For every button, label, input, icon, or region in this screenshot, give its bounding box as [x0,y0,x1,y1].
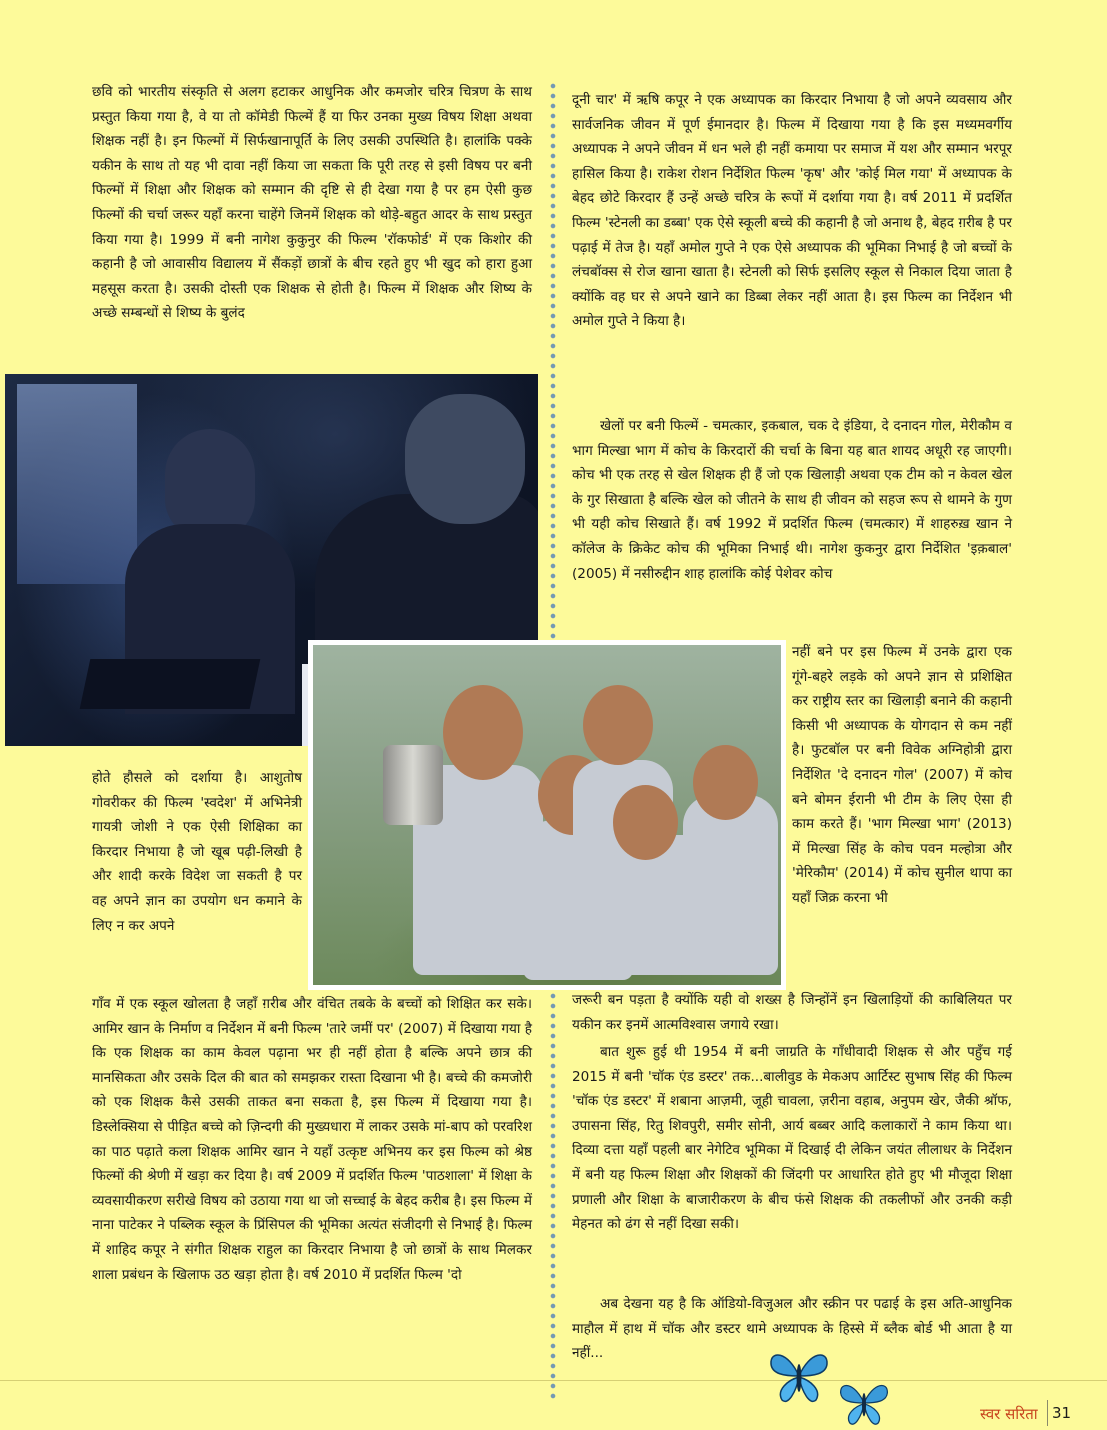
right-paragraph-6: अब देखना यह है कि ऑडियो-विजुअल और स्क्रीन पर पढाई के इस अति-आधुनिक माहौल में हाथ में चॉक और डस्टर थामे अध्यापक के हिस्से में ब्लैक बोर्ड भी आता है या नहीं... [572,1296,1012,1362]
film-still-kids-image [308,640,786,990]
right-paragraph-5: बात शुरू हुई थी 1954 में बनी जाग्रति के गाँधीवादी शिक्षक से और पहुँच गई 2015 में बनी 'चॉक एंड डस्टर' तक...बालीवुड के मेकअप आर्टिस्ट सुभाष सिंह की फिल्म 'चॉक एंड डस्टर' में शबाना आज़मी, जूही चावला, ज़रीना वहाब, अनुपम खेर, जैकी श्रॉफ, उपासना सिंह, रितु शिवपुरी, समीर सोनी, आर्य बब्बर आदि कलाकारों ने काम किया था। दिव्या दत्ता यहाँ पहली बार नेगेटिव भूमिका में दिखाई दी लेकिन जयंत लीलाधर के निर्देशन में बनी यह फिल्म शिक्षा और शिक्षकों की जिंदगी पर आधारित होते हुए भी मौजूदा शिक्षा प्रणाली और शिक्षा के बाजारीकरण के बीच फंसे शिक्षक की तकलीफों और उनकी कड़ी मेहनत को ढंग से नहीं दिखा सकी। [572,1044,1012,1233]
right-paragraph-4: जरूरी बन पड़ता है क्योंकि यही वो शख्स है जिन्होंनें इन खिलाड़ियों की काबिलियत पर यकीन कर इनमें आत्मविश्वास जगाये रखा। [572,992,1012,1033]
kid-figure [693,745,758,820]
right-paragraph-3: नहीं बने पर इस फिल्म में उनके द्वारा एक गूंगे-बहरे लड़के को अपने ज्ञान से प्रशिक्षित कर राष्ट्रीय स्तर का खिलाड़ी बनाने की कहानी किसी भी अध्यापक के योगदान से कम नहीं है। फुटबॉल पर बनी विवेक अग्निहोत्री द्वारा निर्देशित 'दे दनादन गोल' (2007) में कोच बने बोमन ईरानी भी टीम के लिए ऐसा ही काम करते हैं। 'भाग मिल्खा भाग' (2013) में मिल्खा सिंह के कोच पवन मल्होत्रा और 'मेरिकौम' (2014) में कोच सुनील थापा का यहाँ जिक्र करना भी [792,644,1012,906]
window-shape [17,384,137,584]
man-figure [405,394,525,524]
tiffin-box [383,745,443,825]
butterfly-icon [838,1378,890,1428]
book-shape [80,659,261,709]
kid-figure [443,685,523,780]
kid-figure [613,785,678,860]
footer-rule [0,1380,1107,1381]
woman-figure [165,429,255,539]
right-paragraph-1: दूनी चार' में ऋषि कपूर ने एक अध्यापक का किरदार निभाया है जो अपने व्यवसाय और सार्वजनिक जीवन में पूर्ण ईमानदार है। फिल्म में दिखाया गया है कि इस मध्यमवर्गीय अध्यापक ने अपने जीवन में धन भले ही नहीं कमाया पर समाज में यश और सम्मान भरपूर हासिल किया है। राकेश रोशन निर्देशित फिल्म 'कृष' और 'कोई मिल गया' में अध्यापक के बेहद छोटे किरदार हैं उन्हें अच्छे चरित्र के रूपों में दर्शाया गया है। वर्ष 2011 में प्रदर्शित फिल्म 'स्टेनली का डब्बा' एक ऐसे स्कूली बच्चे की कहानी है जो अनाथ है, बेहद ग़रीब है पर पढ़ाई में तेज है। यहाँ अमोल गुप्ते ने एक ऐसे अध्यापक की भूमिका निभाई है जो बच्चों के लंचबॉक्स से रोज खाना खाता है। स्टेनली को सिर्फ इसलिए स्कूल से निकाल दिया जाता है क्योंकि वह घर से अपने खाने का डिब्बा लेकर नहीं आता है। इस फिल्म का निर्देशन भी अमोल गुप्ते ने किया है। [572,92,1012,330]
left-paragraph-2: होते हौसले को दर्शाया है। आशुतोष गोवरीकर की फिल्म 'स्वदेश' में अभिनेत्री गायत्री जोशी ने एक ऐसी शिक्षिका का किरदार निभाया है जो खूब पढ़ी-लिखी है और शादी करके विदेश जा सकती है पर वह अपने ज्ञान का उपयोग धन कमाने के लिए न कर अपने [92,770,302,934]
page-number: 31 [1052,1404,1072,1422]
page-number-rule [1047,1400,1048,1426]
butterfly-icon [768,1346,830,1406]
magazine-logo: स्वर सरिता [980,1405,1038,1423]
left-paragraph-3: गाँव में एक स्कूल खोलता है जहाँ ग़रीब और वंचित तबके के बच्चों को शिक्षित कर सके। आमिर खान के निर्माण व निर्देशन में बनी फिल्म 'तारे जमीं पर' (2007) में दिखाया गया है कि एक शिक्षक का काम केवल पढ़ाना भर ही नहीं होता है बल्कि अपने छात्र की मानसिकता और उसके दिल की बात को समझकर रास्ता दिखाना भी है। बच्चे की कमजोरी को एक शिक्षक कैसे उसकी ताकत बना सकता है, इस फिल्म में दिखाया गया है। डिस्लेक्सिया से पीड़ित बच्चे को ज़िन्दगी की मुख्यधारा में लाकर उसके मां-बाप को परवरिश का पाठ पढ़ाते कला शिक्षक आमिर खान ने यहाँ उत्कृष्ट अभिनय कर इस फिल्म को श्रेष्ठ फिल्मों की श्रेणी में खड़ा कर दिया है। वर्ष 2009 में प्रदर्शित फिल्म 'पाठशाला' में शिक्षा के व्यवसायीकरण सरीखे विषय को उठाया गया था जो सच्चाई के बेहद करीब है। इस फिल्म में नाना पाटेकर ने पब्लिक स्कूल के प्रिंसिपल की भूमिका अत्यंत संजीदगी से निभाई है। फिल्म में शाहिद कपूर ने संगीत शिक्षक राहुल का किरदार निभाया है जो छात्रों के साथ मिलकर शाला प्रबंधन के खिलाफ उठ खड़ा होता है। वर्ष 2010 में प्रदर्शित फिल्म 'दो [92,996,532,1283]
left-paragraph-1: छवि को भारतीय संस्कृति से अलग हटाकर आधुनिक और कमजोर चरित्र चित्रण के साथ प्रस्तुत किया गया है, वे या तो कॉमेडी फिल्में हैं या फिर उनका मुख्य विषय शिक्षा अथवा शिक्षक नहीं है। इन फिल्मों में सिर्फखानापूर्ति के लिए उसकी उपस्थिति है। हालांकि पक्के यकीन के साथ तो यह भी दावा नहीं किया जा सकता कि पूरी तरह से इसी विषय पर बनी फिल्मों में शिक्षा और शिक्षक को सम्मान की दृष्टि से ही देखा गया है पर हम ऐसी कुछ फिल्मों की चर्चा जरूर यहाँ करना चाहेंगे जिनमें शिक्षक को थोड़े-बहुत आदर के साथ प्रस्तुत किया गया है। 1999 में बनी नागेश कुकुनुर की फिल्म 'रॉकफोर्ड' में एक किशोर की कहानी है जो आवासीय विद्यालय में सैंकड़ों छात्रों के बीच रहते हुए भी खुद को हारा हुआ महसूस करता है। उसकी दोस्ती एक शिक्षक से होती है। फिल्म में शिक्षक और शिष्य के अच्छे सम्बन्धों से शिष्य के बुलंद [92,84,532,322]
kid-figure-body [683,795,778,975]
right-paragraph-2: खेलों पर बनी फिल्में - चमत्कार, इकबाल, चक दे इंडिया, दे दनादन गोल, मेरीकौम व भाग मिल्खा भाग में कोच के किरदारों की चर्चा के बिना यह बात शायद अधूरी रह जाएगी। कोच भी एक तरह से खेल शिक्षक ही हैं जो एक खिलाड़ी अथवा एक टीम को न केवल खेल के गुर सिखाता है बल्कि खेल को जीतने के साथ ही जीवन को सहज रूप से थामने के गुण भी यही कोच सिखाते हैं। वर्ष 1992 में प्रदर्शित फिल्म (चमत्कार) में शाहरुख़ खान ने कॉलेज के क्रिकेट कोच की भूमिका निभाई थी। नागेश कुकनुर द्वारा निर्देशित 'इक़बाल' (2005) में नसीरुद्दीन शाह हालांकि कोई पेशेवर कोच [572,418,1012,582]
kid-figure [583,685,653,765]
